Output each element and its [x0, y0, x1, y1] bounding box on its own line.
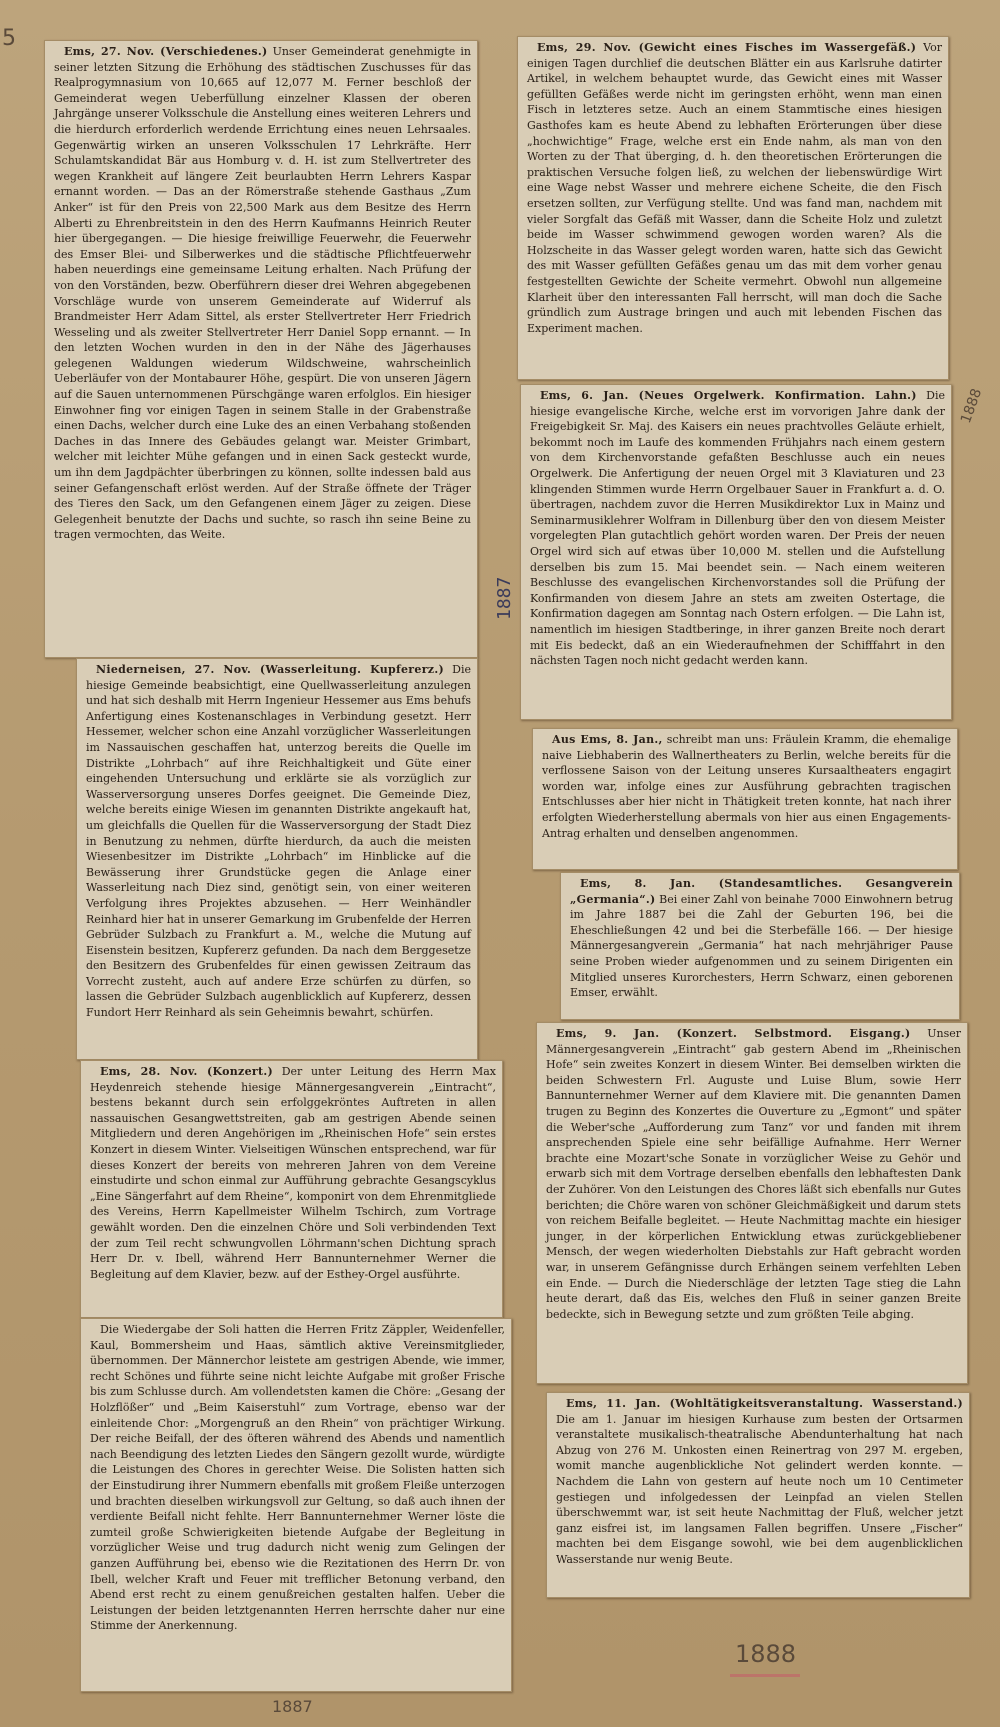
clipping-heading: Ems, 6. Jan. (Neues Orgelwerk. Konfirmation. Lahn.)	[540, 389, 917, 402]
vertical-stamp: 1887	[494, 576, 515, 620]
clipping-text: schreibt man uns: Fräulein Kramm, die ehemalige naive Liebhaberin des Wallnertheaters zu Berlin, welche bereits für die verflossene Saison von der Leitung unseres Kursaaltheaters engagirt worden war, infolge eines zur Ausführung gebrachten tragischen Entschlusses aber hier nicht in Thätigkeit treten konnte, hat nach ihrer erfolgten Wiederherstellung abermals von hier aus einen Engagements-Antrag erhalten und denselben angenommen.	[542, 733, 951, 840]
clipping-heading: Ems, 29. Nov. (Gewicht eines Fisches im Wassergefäß.)	[537, 41, 917, 54]
clipping-text: Vor einigen Tagen durchlief die deutschen Blätter ein aus Karlsruhe datirter Artikel, in welchem behauptet wurde, das Gewicht eines mit Wasser gefüllten Gefäßes werde nicht im geringsten erhöht, wenn man einen Fisch in letzteres setze. Auch an einem Stammtische eines hiesigen Gasthofes kam es heute Abend zu lebhaften Erörterungen über diese „hochwichtige“ Frage, welche erst ein Ende nahm, als man von den Worten zu der That überging, d. h. den theoretischen Erörterungen die praktischen Versuche folgen ließ, zu welchen der liebenswürdige Wirt eine Wage nebst Wasser und mehrere eichene Scheite, die den Fisch ersetzen sollten, zur Verfügung stellte. Und was fand man, nachdem mit vieler Sorgfalt das Gefäß mit Wasser, dann die Scheite Holz und zuletzt beide im Wasser schwimmend gewogen worden waren? Als die Holzscheite in das Wasser gelegt worden waren, hatte sich das Gewicht des mit Wasser gefüllten Gefäßes genau um das mit dem vorher genau festgestellten Gewichte der Scheite vermehrt. Obwohl nun allgemeine Klarheit über den interessanten Fall herrscht, will man doch die Sache gründlich zum Austrage bringen und auch mit lebenden Fischen das Experiment machen.	[527, 41, 942, 335]
clipping-niederneisen-27-nov	[76, 658, 478, 1060]
year-note-bottom-left: 1887	[272, 1697, 313, 1716]
clipping-text: Unser Gemeinderat genehmigte in seiner letzten Sitzung die Erhöhung des städtischen Zuschusses für das Realprogymnasium von 10,665 auf 12,077 M. Ferner beschloß der Gemeinderat wegen Ueberfüllung einzelner Klassen der oberen Jahrgänge unserer Volksschule die Anstellung eines weiteren Lehrers und die hierdurch erforderlich werdende Errichtung eines neuen Lehrsaales. Gegenwärtig wirken an unseren Volksschulen 17 Lehrkräfte. Herr Schulamtskandidat Bär aus Homburg v. d. H. ist zum Stellvertreter des wegen Krankheit auf längere Zeit beurlaubten Herrn Lehrers Kaspar ernannt worden. — Das an der Römerstraße stehende Gasthaus „Zum Anker“ ist für den Preis von 22,500 Mark aus dem Besitze des Herrn Alberti zu Ehrenbreitstein in den des Herrn Kaufmanns Heinrich Reuter hier übergegangen. — Die hiesige freiwillige Feuerwehr, die Feuerwehr des Emser Blei- und Silberwerkes und die städtische Pflichtfeuerwehr haben neuerdings eine gemeinsame Leitung erhalten. Nach Prüfung der von den Vorständen, bezw. Oberführern dieser drei Wehren abgegebenen Vorschläge wurde von unserem Gemeinderate auf Widerruf als Brandmeister Herr Adam Sittel, als erster Stellvertreter Herr Friedrich Wesseling und als zweiter Stellvertreter Herr Daniel Sopp ernannt. — In den letzten Wochen wurden in den in der Nähe des Jägerhauses gelegenen Waldungen wiederum Wildschweine, wahrscheinlich Ueberläufer von der Montabaurer Höhe, gespürt. Die von unseren Jägern auf die Sauen unternommenen Pürschgänge waren erfolglos. Ein hiesiger Einwohner fing vor einigen Tagen in seinem Stalle in der Grabenstraße einen Dachs, welcher durch eine Luke des an einen Verbahang stoßenden Daches in das Innere des Gebäudes gelangt war. Meister Grimbart, welcher mit leichter Mühe gefangen und in einen Sack gesteckt wurde, um ihn dem Jagdpächter überbringen zu können, sollte indessen bald aus seiner Gefangenschaft erlöst werden. Auf der Straße öffnete der Träger des Tieres den Sack, um den Gefangenen einem Jäger zu zeigen. Diese Gelegenheit benutzte der Dachs und suchte, so rasch ihn seine Beine zu tragen vermochten, das Weite.	[54, 45, 471, 542]
clipping-heading: Ems, 8. Jan. (Standesamtliches. Gesangverein „Germania“.)	[570, 877, 953, 906]
corner-mark: 5	[2, 26, 16, 51]
clipping-heading: Ems, 27. Nov. (Verschiedenes.)	[64, 45, 268, 58]
clipping-text: Bei einer Zahl von beinahe 7000 Einwohnern betrug im Jahre 1887 bei die Zahl der Geburten 196, bei die Eheschließungen 42 und bei die Sterbefälle 166. — Der hiesige Männergesangverein „Germania“ hat nach mehrjähriger Pause seine Proben wieder aufgenommen und zu seinem Dirigenten ein Mitglied unseres Kurorchesters, Herrn Schwarz, einen geborenen Emser, erwählt.	[570, 892, 954, 1000]
clipping-heading: Niederneisen, 27. Nov. (Wasserleitung. Kupfererz.)	[96, 663, 444, 676]
clipping-ems-28-nov	[80, 1060, 503, 1318]
year-note-bottom: 1888	[735, 1640, 797, 1668]
clipping-ems-28-nov-continued	[80, 1318, 512, 1692]
clipping-text: Unser Männergesangverein „Eintracht“ gab gestern Abend im „Rheinischen Hofe“ sein zweites Konzert in diesem Winter. Bei demselben wirkten die beiden Schwestern Frl. Auguste und Luise Blum, sowie Herr Bannunternehmer Werner auf dem Klaviere mit. Die genannten Damen trugen zu Beginn des Konzertes die Ouverture zu „Egmont“ und später die Weber'sche „Aufforderung zum Tanz“ vor und fanden mit ihrem ansprechenden Spiele eine sehr beifällige Aufnahme. Herr Werner brachte eine Mozart'sche Sonate in vorzüglicher Weise zu Gehör und erwarb sich mit dem Vortrage derselben ebenfalls den lebhaftesten Dank der Zuhörer. Von den Leistungen des Chores läßt sich ebenfalls nur Gutes berichten; die Chöre waren von schöner Gleichmäßigkeit und darum stets von reichem Beifalle begleitet. — Heute Nachmittag machte ein hiesiger junger, in der körperlichen Entwicklung etwas zurückgebliebener Mensch, der wegen wiederholten Diebstahls zur Haft gebracht worden war, in unserem Gefängnisse durch Erhängen seinem verfehlten Leben ein Ende. — Durch die Niederschläge der letzten Tage stieg die Lahn heute derart, daß das Eis, welches den Fluß in seiner ganzen Breite bedeckte, sich in Bewegung setzte und zum größten Teile abging.	[546, 1027, 961, 1321]
year-note-right: 1888	[958, 386, 986, 426]
clipping-text: Die hiesige Gemeinde beabsichtigt, eine Quellwasserleitung anzulegen und hat sich deshalb mit Herrn Ingenieur Hessemer aus Ems behufs Anfertigung eines Kostenanschlages in Verbindung gesetzt. Herr Hessemer, welcher schon eine Anzahl vorzüglicher Wasserleitungen im Nassauischen geschaffen hat, unterzog bereits die Quelle im Distrikte „Lohrbach“ auf ihre Reichhaltigkeit und Güte einer eingehenden Untersuchung und erklärte sie als vorzüglich zur Wasserversorgung unseres Dorfes geeignet. Die Gemeinde Diez, welche bereits einige Wiesen im genannten Distrikte angekauft hat, um gleichfalls die Quellen für die Wasserversorgung der Stadt Diez in Benutzung zu nehmen, dürfte hierdurch, da auch die meisten Wiesenbesitzer im Distrikte „Lohrbach“ im Hinblicke auf die Bewässerung ihrer Grundstücke gegen die Anlage einer Wasserleitung nach Diez sind, genötigt sein, von einer weiteren Verfolgung ihres Projektes abzusehen. — Herr Weinhändler Reinhard hier hat in unserer Gemarkung im Grubenfelde der Herren Gebrüder Sulzbach zu Frankfurt a. M., welche die Mutung auf Eisenstein besitzen, Kupfererz gefunden. Da nach dem Berggesetze den Besitzern des Grubenfeldes für einen gewissen Zeitraum das Vorrecht zusteht, auch auf andere Erze schürfen zu dürfen, so lassen die Gebrüder Sulzbach augenblicklich auf Kupfererz, dessen Fundort Herr Reinhard als sein Geheimnis bewahrt, schürfen.	[86, 663, 471, 1020]
clipping-heading: Ems, 28. Nov. (Konzert.)	[100, 1065, 273, 1078]
clipping-ems-8-jan-standesamt	[560, 872, 960, 1020]
clipping-text: Die am 1. Januar im hiesigen Kurhause zum besten der Ortsarmen veranstaltete musikalisch-theatralische Abendunterhaltung hat nach Abzug von 276 M. Unkosten einen Reinertrag von 297 M. ergeben, womit manche augenblickliche Not gelindert werden konnte. — Nachdem die Lahn von gestern auf heute noch um 10 Centimeter gestiegen und infolgedessen der Leinpfad an vielen Stellen überschwemmt war, ist seit heute Nachmittag der Fluß, welcher jetzt ganz eisfrei ist, im langsamen Fallen begriffen. Unsere „Fischer“ machten bei dem Eisgange sowohl, wie bei dem augenblicklichen Wasserstande nur wenig Beute.	[556, 1412, 963, 1566]
clipping-ems-11-jan	[546, 1392, 970, 1598]
clipping-heading: Aus Ems, 8. Jan.,	[552, 733, 663, 746]
clipping-ems-9-jan	[536, 1022, 968, 1384]
clipping-text: Der unter Leitung des Herrn Max Heydenreich stehende hiesige Männergesangverein „Eintracht“, bestens bekannt durch sein erfolggekröntes Auftreten in allen nassauischen Gesangwettstreiten, gab am gestrigen Abende seinen Mitgliedern und deren Angehörigen im „Rheinischen Hofe“ sein erstes Konzert in diesem Winter. Vielseitigen Wünschen entsprechend, war für dieses Konzert der bereits von mehreren Jahren von dem Vereine einstudirte und schon einmal zur Aufführung gebrachte Gesangscyklus „Eine Sängerfahrt auf dem Rheine“, komponirt von dem Ehrenmitgliede des Vereins, Herrn Kapellmeister Wilhelm Tschirch, zum Vortrage gewählt worden. Den die einzelnen Chöre und Soli verbindenden Text der zum Teil recht schwungvollen Löhrmann'schen Dichtung sprach Herr Dr. v. Ibell, während Herr Bannunternehmer Werner die Begleitung auf dem Klavier, bezw. auf der Esthey-Orgel ausführte.	[90, 1065, 496, 1281]
clipping-ems-8-jan-engagement	[532, 728, 958, 870]
clipping-ems-29-nov	[517, 36, 949, 380]
clipping-heading: Ems, 11. Jan. (Wohltätigkeitsveranstaltung. Wasserstand.)	[566, 1397, 963, 1410]
clipping-ems-27-nov	[44, 40, 478, 658]
clipping-text: Die hiesige evangelische Kirche, welche erst im vorvorigen Jahre dank der Freigebigkeit Sr. Maj. des Kaisers ein neues prachtvolles Geläute erhielt, bekommt noch im Laufe des kommenden Frühjahrs nach einem gestern von dem Kirchenvorstande gefaßten Beschlusse auch ein neues Orgelwerk. Die Anfertigung der neuen Orgel mit 3 Klaviaturen und 23 klingenden Stimmen wurde Herrn Orgelbauer Sauer in Frankfurt a. d. O. übertragen, nachdem zuvor die Herren Musikdirektor Lux in Mainz und Seminarmusiklehrer Wolfram in Dillenburg über den von diesem Meister vorgelegten Plan gutachtlich gehört worden waren. Der Preis der neuen Orgel wird sich auf etwas über 10,000 M. stellen und die Aufstellung derselben bis zum 15. Mai beendet sein. — Nach einem weiteren Beschlusse des evangelischen Kirchenvorstandes soll die Prüfung der Konfirmanden von diesem Jahre an stets am zweiten Ostertage, die Konfirmation dagegen am Sonntag nach Ostern erfolgen. — Die Lahn ist, namentlich im hiesigen Stadtberinge, in ihrer ganzen Breite noch derart mit Eis bedeckt, daß an ein Wiederaufnehmen der Schifffahrt in den nächsten Tagen noch nicht gedacht werden kann.	[530, 389, 945, 668]
clipping-ems-6-jan	[520, 384, 952, 720]
clipping-heading: Ems, 9. Jan. (Konzert. Selbstmord. Eisgang.)	[556, 1027, 911, 1040]
clipping-text: Die Wiedergabe der Soli hatten die Herren Fritz Zäppler, Weidenfeller, Kaul, Bommersheim und Haas, sämtlich aktive Vereinsmitglieder, übernommen. Der Männerchor leistete am gestrigen Abende, wie immer, recht Schönes und führte seine nicht leichte Aufgabe mit großer Frische bis zum Schlusse durch. Am vollendetsten kamen die Chöre: „Gesang der Holzflößer“ und „Beim Kaiserstuhl“ zum Vortrage, ebenso war der einleitende Chor: „Morgengruß an den Rhein“ von prächtiger Wirkung. Der reiche Beifall, der des öfteren während des Abends und namentlich nach Beendigung des letzten Liedes den Sängern gezollt wurde, würdigte die Leistungen des Chores in gerechter Weise. Die Solisten hatten sich der Einstudirung ihrer Nummern ebenfalls mit großem Fleiße unterzogen und brachten dieselben wirkungsvoll zur Geltung, so daß auch ihnen der verdiente Beifall nicht fehlte. Herr Bannunternehmer Werner löste die zumteil große Schwierigkeiten bietende Aufgabe der Begleitung in vorzüglicher Weise und trug dadurch nicht wenig zum Gelingen der ganzen Aufführung bei, ebenso wie die Rezitationen des Herrn Dr. von Ibell, welcher Kraft und Feuer mit trefflicher Betonung verband, den Abend erst recht zu einem genußreichen gestalten halfen. Ueber die Leistungen der beiden letztgenannten Herren herrschte daher nur eine Stimme der Anerkennung.	[90, 1323, 505, 1633]
red-underline	[730, 1674, 800, 1677]
